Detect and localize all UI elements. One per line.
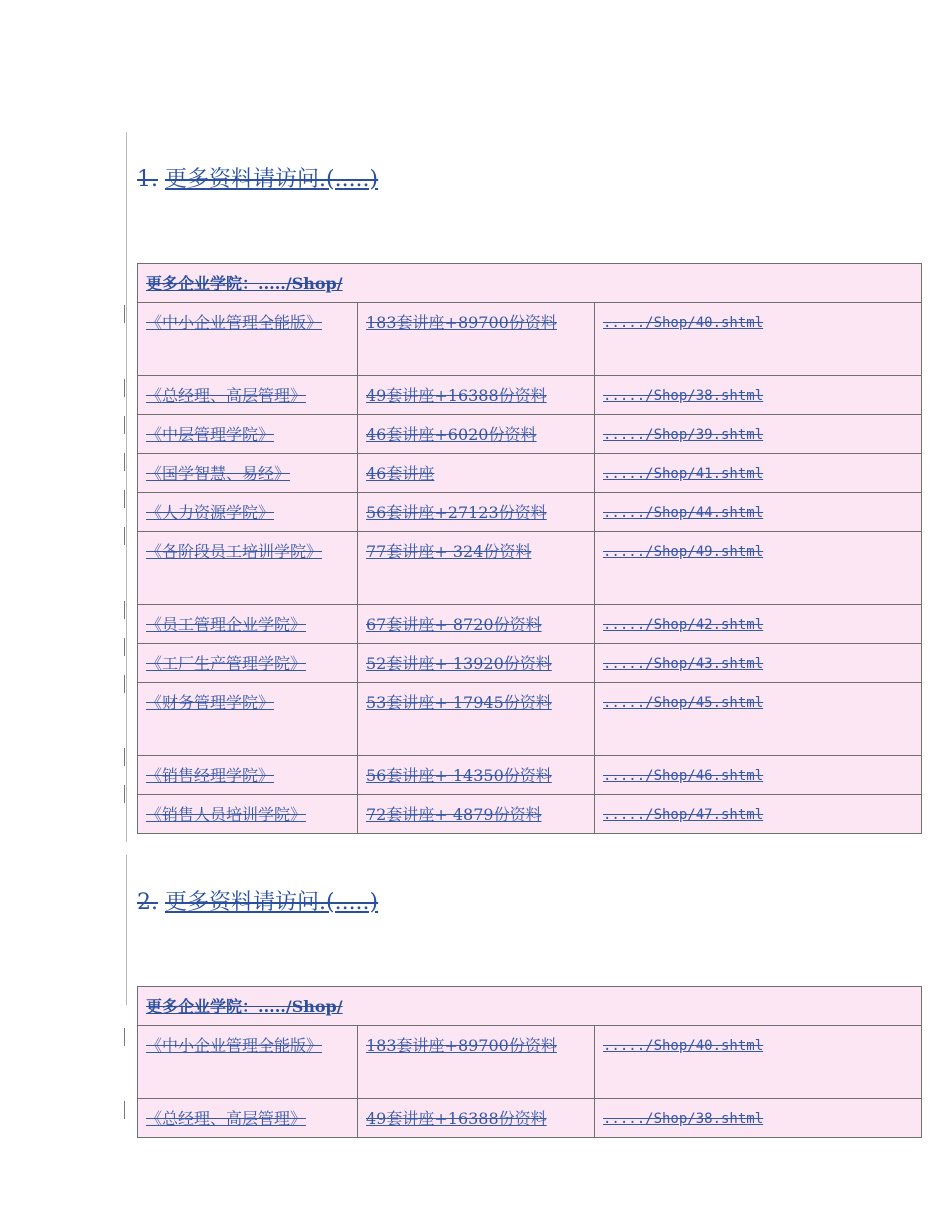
- course-table-1: [137, 263, 921, 834]
- course-count[interactable]: 46套讲座+6020份资料: [358, 415, 595, 454]
- revision-tick: [124, 675, 125, 693]
- revision-tick: [124, 748, 125, 766]
- revision-tick: [124, 601, 125, 619]
- revision-tick: [124, 785, 125, 803]
- revision-tick: [124, 305, 125, 323]
- revision-bar: [126, 855, 127, 1005]
- course-table-2: [137, 986, 921, 1138]
- table-row: [138, 1026, 922, 1099]
- table-row: [138, 1099, 922, 1138]
- course-name[interactable]: 《各阶段员工培训学院》: [138, 532, 358, 605]
- table-row: [138, 605, 922, 644]
- course-name[interactable]: 《财务管理学院》: [138, 683, 358, 756]
- course-table: [137, 263, 922, 834]
- section-number: 2.: [137, 890, 158, 915]
- table-row: [138, 493, 922, 532]
- course-url[interactable]: ...../Shop/44.shtml: [595, 493, 922, 532]
- course-count[interactable]: 49套讲座+16388份资料: [358, 1099, 595, 1138]
- course-count[interactable]: 46套讲座: [358, 454, 595, 493]
- course-url[interactable]: ...../Shop/38.shtml: [595, 376, 922, 415]
- course-count[interactable]: 56套讲座+ 14350份资料: [358, 756, 595, 795]
- table-header-row[interactable]: 更多企业学院：...../Shop/: [138, 264, 922, 303]
- table-row: [138, 532, 922, 605]
- course-url[interactable]: ...../Shop/39.shtml: [595, 415, 922, 454]
- course-name[interactable]: 《中小企业管理全能版》: [138, 303, 358, 376]
- course-url[interactable]: ...../Shop/42.shtml: [595, 605, 922, 644]
- course-url[interactable]: ...../Shop/47.shtml: [595, 795, 922, 834]
- revision-tick: [124, 1101, 125, 1119]
- section-2: [137, 883, 921, 923]
- table-row: [138, 756, 922, 795]
- course-count[interactable]: 56套讲座+27123份资料: [358, 493, 595, 532]
- course-url[interactable]: ...../Shop/46.shtml: [595, 756, 922, 795]
- course-name[interactable]: 《总经理、高层管理》: [138, 376, 358, 415]
- course-count[interactable]: 77套讲座+ 324份资料: [358, 532, 595, 605]
- table-row: [138, 683, 922, 756]
- course-url[interactable]: ...../Shop/40.shtml: [595, 1026, 922, 1099]
- table-row: [138, 795, 922, 834]
- course-count[interactable]: 183套讲座+89700份资料: [358, 303, 595, 376]
- revision-tick: [124, 490, 125, 508]
- course-table: [137, 986, 922, 1138]
- course-name[interactable]: 《国学智慧、易经》: [138, 454, 358, 493]
- course-count[interactable]: 67套讲座+ 8720份资料: [358, 605, 595, 644]
- revision-tick: [124, 1028, 125, 1046]
- course-url[interactable]: ...../Shop/45.shtml: [595, 683, 922, 756]
- revision-tick: [124, 527, 125, 545]
- revision-bar: [126, 132, 127, 842]
- course-count[interactable]: 72套讲座+ 4879份资料: [358, 795, 595, 834]
- table-row: [138, 454, 922, 493]
- course-url[interactable]: ...../Shop/43.shtml: [595, 644, 922, 683]
- course-name[interactable]: 《销售人员培训学院》: [138, 795, 358, 834]
- course-url[interactable]: ...../Shop/40.shtml: [595, 303, 922, 376]
- revision-tick: [124, 379, 125, 397]
- course-name[interactable]: 《员工管理企业学院》: [138, 605, 358, 644]
- table-row: [138, 376, 922, 415]
- course-url[interactable]: ...../Shop/49.shtml: [595, 532, 922, 605]
- table-header-row[interactable]: 更多企业学院：...../Shop/: [138, 987, 922, 1026]
- course-name[interactable]: 《中小企业管理全能版》: [138, 1026, 358, 1099]
- section-number: 1.: [137, 167, 158, 192]
- course-name[interactable]: 《总经理、高层管理》: [138, 1099, 358, 1138]
- section-1: [137, 160, 921, 200]
- course-count[interactable]: 183套讲座+89700份资料: [358, 1026, 595, 1099]
- course-name[interactable]: 《工厂生产管理学院》: [138, 644, 358, 683]
- visit-link[interactable]: 更多资料请访问.(.....): [165, 167, 379, 192]
- section-heading: [137, 883, 921, 923]
- table-row: [138, 415, 922, 454]
- revision-tick: [124, 416, 125, 434]
- course-name[interactable]: 《中层管理学院》: [138, 415, 358, 454]
- visit-link[interactable]: 更多资料请访问.(.....): [165, 890, 379, 915]
- table-row: [138, 644, 922, 683]
- course-count[interactable]: 52套讲座+ 13920份资料: [358, 644, 595, 683]
- course-count[interactable]: 49套讲座+16388份资料: [358, 376, 595, 415]
- course-count[interactable]: 53套讲座+ 17945份资料: [358, 683, 595, 756]
- table-row: [138, 303, 922, 376]
- course-name[interactable]: 《人力资源学院》: [138, 493, 358, 532]
- course-url[interactable]: ...../Shop/38.shtml: [595, 1099, 922, 1138]
- revision-tick: [124, 638, 125, 656]
- course-name[interactable]: 《销售经理学院》: [138, 756, 358, 795]
- revision-tick: [124, 453, 125, 471]
- course-url[interactable]: ...../Shop/41.shtml: [595, 454, 922, 493]
- section-heading: [137, 160, 921, 200]
